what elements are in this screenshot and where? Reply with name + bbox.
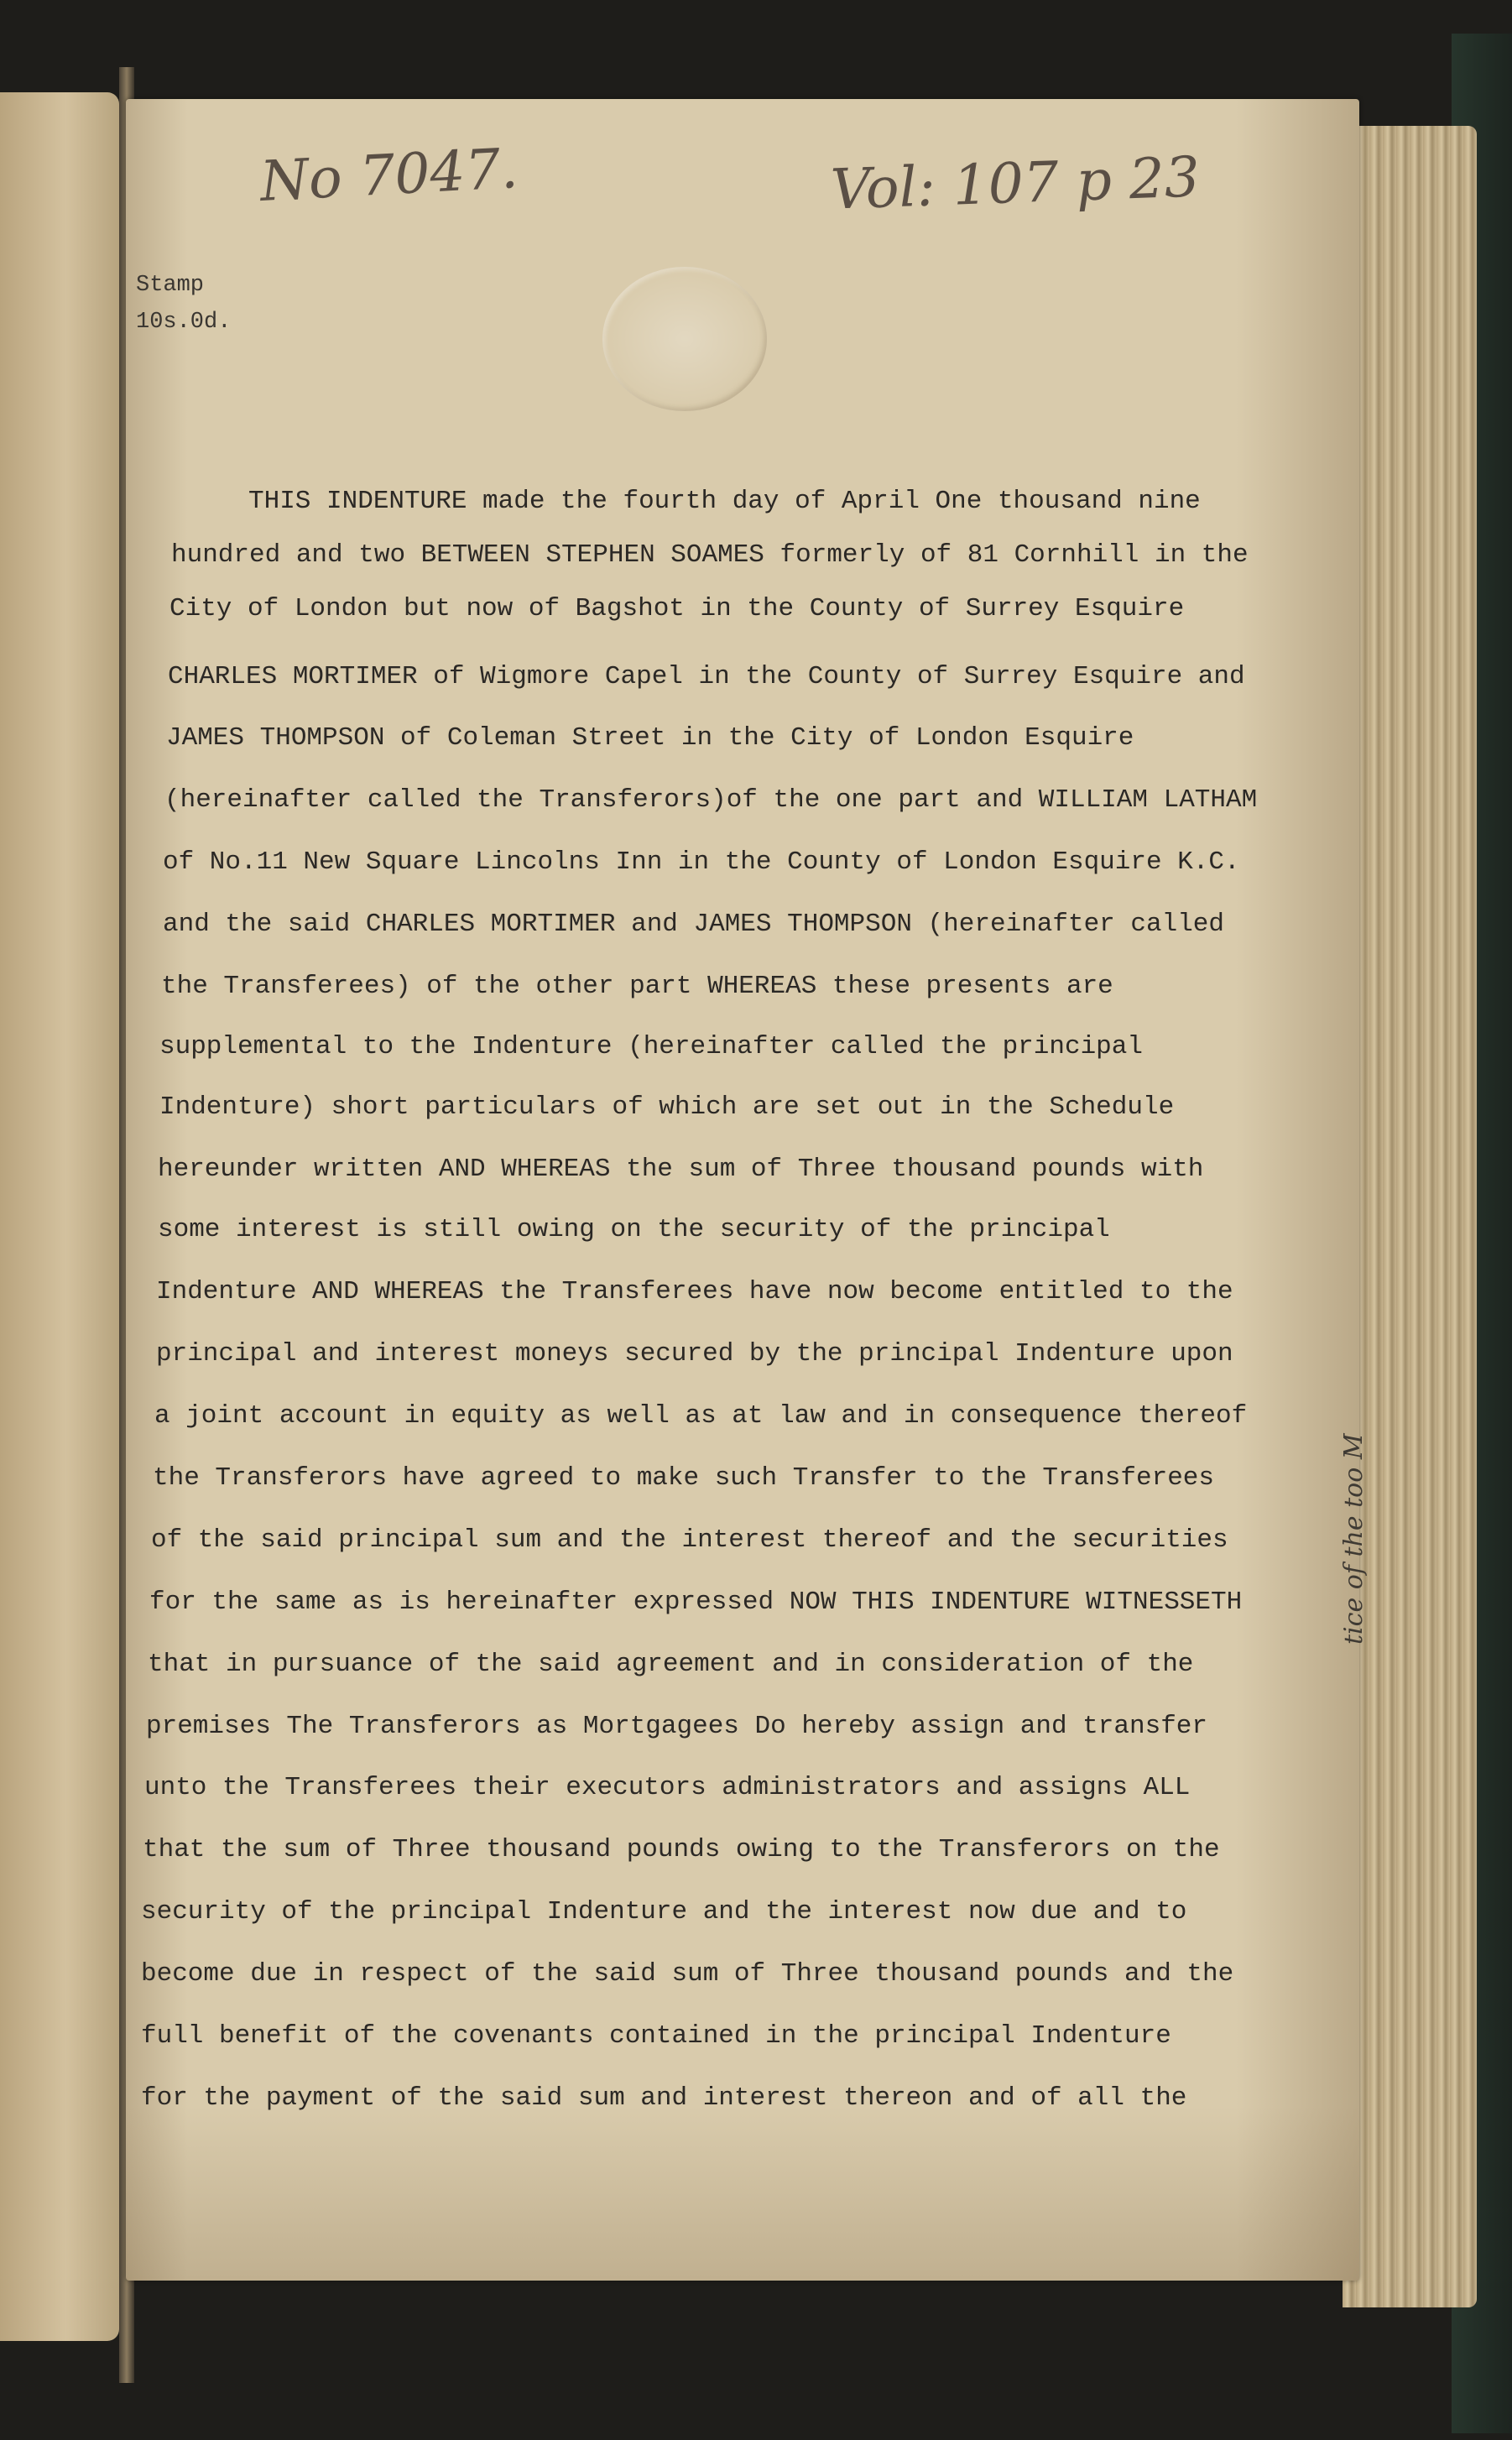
text-line: Indenture AND WHEREAS the Transferees have now become entitled to the	[156, 1277, 1233, 1306]
text-line: supplemental to the Indenture (hereinafter called the principal	[159, 1032, 1143, 1061]
stamp-label: Stamp	[136, 273, 205, 298]
text-line: that the sum of Three thousand pounds owing to the Transferors on the	[143, 1835, 1220, 1864]
text-line: for the same as is hereinafter expressed NOW THIS INDENTURE WITNESSETH	[149, 1588, 1243, 1617]
text-line: the Transferors have agreed to make such Transfer to the Transferees	[153, 1463, 1215, 1493]
text-line: full benefit of the covenants contained in the principal Indenture	[141, 2021, 1171, 2051]
text-line: THIS INDENTURE made the fourth day of April One thousand nine	[248, 487, 1201, 516]
text-line: become due in respect of the said sum of Three thousand pounds and the	[141, 1959, 1234, 1989]
text-line: some interest is still owing on the security of the principal	[158, 1215, 1110, 1244]
text-line: of the said principal sum and the interest thereof and the securities	[151, 1525, 1228, 1555]
text-line: City of London but now of Bagshot in the County of Surrey Esquire	[169, 594, 1185, 623]
text-line: that in pursuance of the said agreement and in consideration of the	[148, 1650, 1194, 1679]
margin-handwritten-note: tice of the too M	[1339, 1433, 1369, 1645]
left-page-edge	[0, 92, 119, 2341]
text-line: hundred and two BETWEEN STEPHEN SOAMES formerly of 81 Cornhill in the	[171, 540, 1249, 570]
text-line: the Transferees) of the other part WHEREAS these presents are	[161, 972, 1113, 1001]
handwritten-volume-ref: Vol: 107 p 23	[829, 144, 1202, 222]
document-page	[126, 99, 1359, 2281]
stamp-duty-note	[136, 267, 231, 341]
text-line: JAMES THOMPSON of Coleman Street in the City of London Esquire	[166, 723, 1134, 753]
text-line: hereunder written AND WHEREAS the sum of Three thousand pounds with	[158, 1155, 1204, 1184]
text-line: premises The Transferors as Mortgagees Do hereby assign and transfer	[146, 1712, 1208, 1741]
handwritten-ref-number: No 7047.	[258, 136, 520, 214]
text-line: (hereinafter called the Transferors)of the one part and WILLIAM LATHAM	[164, 785, 1258, 815]
text-line: unto the Transferees their executors administrators and assigns ALL	[144, 1773, 1191, 1802]
text-line: and the said CHARLES MORTIMER and JAMES THOMPSON (hereinafter called	[163, 910, 1225, 939]
text-line: of No.11 New Square Lincolns Inn in the County of London Esquire K.C.	[163, 847, 1240, 877]
text-line: CHARLES MORTIMER of Wigmore Capel in the County of Surrey Esquire and	[168, 662, 1245, 691]
text-line: a joint account in equity as well as at law and in consequence thereof	[154, 1401, 1248, 1431]
text-line: security of the principal Indenture and the interest now due and to	[141, 1897, 1187, 1926]
embossed-seal	[602, 267, 767, 411]
stamp-amount: 10s.0d.	[136, 310, 232, 335]
page-stack-edge	[1343, 126, 1477, 2307]
text-line: for the payment of the said sum and interest thereon and of all the	[141, 2083, 1187, 2113]
text-line: Indenture) short particulars of which are set out in the Schedule	[159, 1092, 1175, 1122]
text-line: principal and interest moneys secured by the principal Indenture upon	[156, 1339, 1233, 1369]
